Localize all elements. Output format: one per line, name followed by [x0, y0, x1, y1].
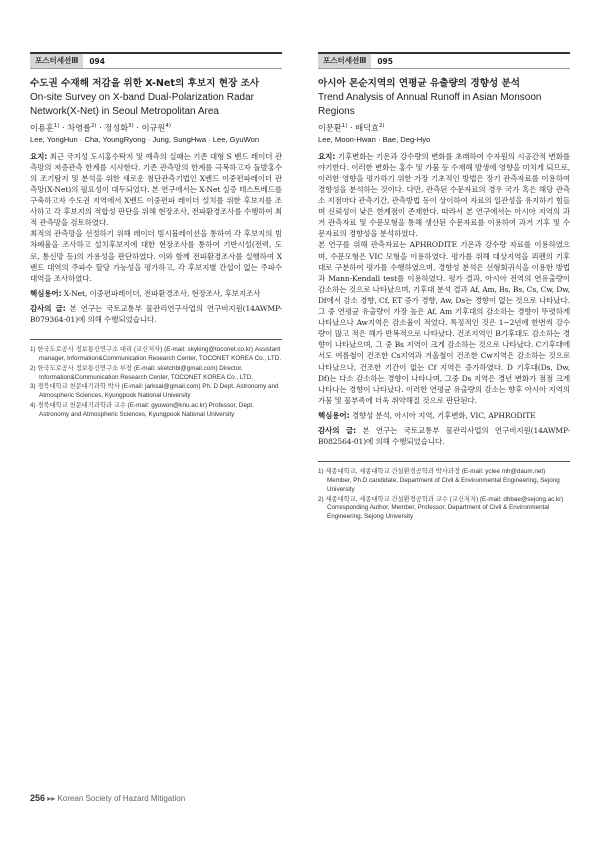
- author: 이용훈: [30, 122, 54, 133]
- footer-arrow-icon: ▸▸: [47, 794, 56, 803]
- abstract-paragraph-2: 최적의 관측망을 선정하기 위해 레이더 빔시뮬레이션을 통하여 각 후보지의 빔차폐율을 조사하고 설치후보지에 대한 현장조사를 통하여 기반시설(전력, 도로, 통신망 등)의 가용성을 판단하였다. 이와 함께 전파환경조사를 실행하여 X밴드 대역의 주파수 할당 가능성을 평가하고, 각 후보지별 간섭이 없는 주파수대역을 조사하였다.: [30, 229, 282, 283]
- author: 차영률: [67, 122, 91, 133]
- session-number: 095: [377, 56, 393, 66]
- title-korean: 수도권 수재해 저감을 위한 X-Net의 후보지 현장 조사: [30, 78, 260, 89]
- footnote: 4) 경북대학교 천문대기과학과 교수 (E-mail: gyuwon@knu.ac.kr) Professor, Dept. Astronomy and Atmospheric Sciences, Kyungpook National University: [30, 401, 254, 418]
- title-english: Trend Analysis of Annual Runoff in Asian Monsoon Regions: [318, 92, 542, 117]
- journal-name: Korean Society of Hazard Mitigation: [57, 794, 186, 803]
- abstract-text: 최근 국지성 도시홍수탁지 및 예측의 실패는 기존 대형 S 밴드 레이더 관측망의 저층관측 한계를 시사한다. 기존 관측망의 한계를 극복하고자 돌발홍수의 조기탐지 및 분석을 위한 새로운 첨단관측기법인 X밴드 이중편파레이더 관측망(X-Net)의 필요성이 대두되었다. 본 연구에서는 X-Net 실증 테스트베드를 구축하고자 수도권 지역에서 X밴드 이중편파 레이더 설치를 위한 후보지를 조사하고 각 후보지의 적합성 판단을 위해 현장조사, 전파환경조사를 수행하여 최적 관측망을 검토하였다.: [30, 151, 282, 228]
- author-separator: ·: [133, 122, 142, 133]
- author: 배덕효: [355, 122, 379, 133]
- abstract-paragraph: [318, 151, 570, 240]
- author-affiliation-mark: 2): [378, 123, 385, 129]
- author: 이규원: [141, 122, 166, 133]
- keywords-label: 핵심용어:: [30, 288, 62, 298]
- footnote-divider: [30, 339, 282, 340]
- author-separator: ·: [347, 122, 356, 133]
- acknowledgement: [30, 303, 282, 325]
- keywords-text: 경향성 분석, 아시아 지역, 기후변화, VIC, APHRODITE: [349, 410, 536, 420]
- title-korean: 아시아 몬순지역의 연평균 유출량의 경향성 분석: [318, 78, 521, 89]
- author: 정성화: [104, 122, 129, 133]
- abstract-text: 기후변화는 기온과 강수량의 변화를 초래하여 수자원의 시공간적 변화를 야기한다. 이러한 변화는 홍수 및 가뭄 등 수재해 발생에 영향을 미치게 되므로, 이러한 영향을 평가하기 위한 가장 기초적인 방법은 장기 관측자료를 이용하여 경향성을 분석하는 것이다. 다만, 관측된 수문자료의 경우 국가 혹은 해당 관측소 지점마다 관측기간, 관측방법 등이 상이하여 자료의 일관성을 유지하기 힘들며 신뢰성이 낮은 한계점이 존재한다. 따라서 본 연구에서는 아시아 지역의 과거 관측자료 및 수문모형을 통해 생산된 수문자료를 이용하여 과거 기후 및 수문자료의 경향성을 분석하였다.: [318, 151, 570, 239]
- abstract-094: [30, 52, 282, 420]
- authors-english: Lee, YongHun · Cha, YoungRyong · Jung, SungHwa · Lee, GyuWon: [30, 134, 260, 144]
- ack-text: 본 연구는 국토교통부 물관리사업의 연구비지원(14AWMP-B082564-01)에 의해 수행되었습니다.: [318, 425, 570, 447]
- keywords-text: X-Net, 이중편파레이더, 전파환경조사, 현장조사, 후보지조사: [61, 288, 261, 298]
- session-label: 포스터세션Ⅲ: [318, 54, 371, 68]
- ack-label: 감사의 글:: [30, 303, 66, 313]
- author: 이문환: [318, 122, 342, 133]
- footnote: 1) 한국도로공사 정보통신연구소 대리 (교신저자) (E-mail: skyking@toconet.co.kr) Assistant manager, Information&Communication Research Center, TOCONET KOREA Co., LTD.: [30, 346, 282, 362]
- author-affiliation-mark: 1): [341, 123, 348, 129]
- author-affiliation-mark: 3): [128, 123, 134, 129]
- author-affiliation-mark: 1): [53, 123, 60, 129]
- author-separator: ·: [59, 122, 68, 133]
- session-header: [30, 52, 282, 69]
- authors-english: Lee, Moon-Hwan · Bae, Deg-Hyo: [318, 134, 431, 144]
- footnote-divider: [318, 461, 570, 462]
- ack-text: 본 연구는 국토교통부 물관리연구사업의 연구비지원(14AWMP-B079364-01)에 의해 수행되었습니다.: [30, 303, 282, 325]
- author-affiliation-mark: 2): [90, 123, 97, 129]
- abstract-paragraph: [30, 151, 282, 229]
- footnote: 2) 세종대학교, 세종대학교 건설환경공학과 교수 (교신저자) (E-mail: dhbae@sejong.ac.kr) Corresponding Author, Member, Professor, Department of Civil & Environmental Engineering, Sejong University: [318, 495, 564, 521]
- footnote: 3) 경북대학교 천문대기과학 박사 (E-mail: jarksal@gmail.com) Ph. D Dept. Astronomy and Atmospheric Sciences, Kyungpook National University: [30, 383, 279, 400]
- footnote: 2) 한국도로공사 정보통신연구소 부장 (E-mail: sketchbl@gmail.com) Director, Information&Communication Research Center, TOCONET KOREA Co., LTD.: [30, 364, 254, 381]
- abstract-label: 요지:: [318, 151, 336, 161]
- acknowledgement: [318, 425, 570, 447]
- title-english: On-site Survey on X-band Dual-Polarization Radar Network(X-Net) in Seoul Metropolitan Area: [30, 92, 254, 117]
- keywords: [318, 410, 570, 421]
- footnote: 1) 세종대학교, 세종대학교 건설환경공학과 박사과정 (E-mail: yclee mh@daum.net) Member, Ph.D candidate, Department of Civil & Environmental Engineering, Sejong University: [318, 468, 560, 493]
- keywords-label: 핵심용어:: [318, 410, 350, 420]
- abstract-095: [318, 52, 570, 522]
- author-affiliation-mark: 4): [165, 123, 171, 129]
- page-footer: [30, 793, 185, 803]
- ack-label: 감사의 글:: [318, 425, 357, 435]
- session-header: [318, 52, 570, 69]
- session-label: 포스터세션Ⅲ: [30, 54, 83, 68]
- authors-korean: [318, 120, 570, 134]
- abstract-paragraph-2: 본 연구를 위해 관측자료는 APHRODITE 기온과 강수량 자료를 이용하였으며, 수문모형은 VIC 모형을 이용하였다. 평가를 위해 대상지역을 쾨펜의 기후대로 구분하여 평가를 수행하였으며, 경향성 분석은 선형회귀식을 이용한 방법과 Mann-Kendall test를 이용하였다. 평가 결과, 아시아 전역의 연유출량이 감소하는 것으로 나타났으며, 기후대 분석 결과 Af, Am, Bs, Bs, Cs, Cw, Dw, Df에서 감소 경향, Cf, ET 증가 경향, Aw, Ds는 경향이 없는 것으로 나타났다. 그 중 연평균 유출량이 가장 높은 Af, Am 기후대의 감소하는 경향이 뚜렷하게 나타났으나 Aw지역은 감소율이 적었다. 특징적인 것은 1~2년에 한번씩 강수량이 많고 적은 해가 반복적으로 나타났다. 건조지역인 B기후대도 감소하는 경향이 나타났으며, 그 중 Bs 지역이 크게 감소하는 것으로 나타났다. C기후대에서도 여름철이 건조한 Cs지역과 겨울철이 건조한 Cw지역은 감소하는 것으로 나타났으나, 건조한 기간이 없는 Cf 지역은 증가하였다. D 기후대(Ds, Dw, Df)는 다소 감소하는 경향이 나타나며, 그중 Ds 지역은 경년 변화가 점점 크게 나타나는 경향이 나타났다. 이러한 연평균 유출량의 감소는 향후 아시아 지역의 가뭄 및 물부족에 더욱 취약해질 것으로 판단된다.: [318, 240, 570, 405]
- abstract-label: 요지:: [30, 151, 48, 161]
- author-separator: ·: [96, 122, 105, 133]
- authors-korean: [30, 120, 282, 134]
- session-number: 094: [89, 56, 105, 66]
- page-number: 256: [30, 793, 46, 803]
- keywords: [30, 288, 282, 299]
